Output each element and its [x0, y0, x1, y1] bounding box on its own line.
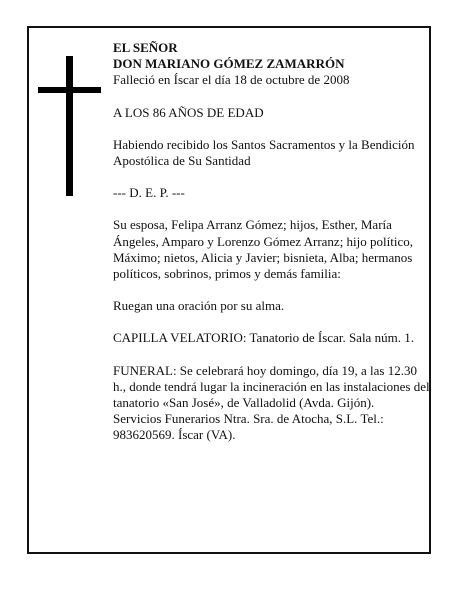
- obituary-text-block: [113, 40, 433, 444]
- title-honorific: EL SEÑOR: [113, 40, 178, 55]
- funeral-line: FUNERAL: Se celebrará hoy domingo, día 19, a las 12.30 h., donde tendrá lugar la incineración en las instalaciones del tanatorio «San José», de Valladolid (Avda. Gijón).: [113, 362, 430, 411]
- cross-icon: [66, 56, 73, 196]
- death-date-line: Falleció en Íscar el día 18 de octubre de 2008: [113, 72, 350, 88]
- prayer-line: Ruegan una oración por su alma.: [113, 298, 285, 314]
- rip-line: --- D. E. P. ---: [113, 185, 185, 201]
- family-paragraph: Su esposa, Felipa Arranz Gómez; hijos, Esther, María Ángeles, Amparo y Lorenzo Gómez Arranz; hijo político, Máximo; nietos, Alicia y Javier; bisnieta, Alba; hermanos políticos, sobrinos, primos y demás familia:: [113, 217, 414, 282]
- cross-icon-crossbar: [38, 87, 101, 93]
- deceased-name: DON MARIANO GÓMEZ ZAMARRÓN: [113, 56, 345, 72]
- chapel-line: CAPILLA VELATORIO: Tanatorio de Íscar. Sala núm. 1.: [113, 330, 414, 346]
- sacraments-line: Habiendo recibido los Santos Sacramentos y la Bendición Apostólica de Su Santidad: [113, 136, 415, 169]
- funeral-services-line: Servicios Funerarios Ntra. Sra. de Atocha, S.L. Tel.: 983620569. Íscar (VA).: [113, 411, 384, 443]
- age-line: A LOS 86 AÑOS DE EDAD: [113, 104, 264, 120]
